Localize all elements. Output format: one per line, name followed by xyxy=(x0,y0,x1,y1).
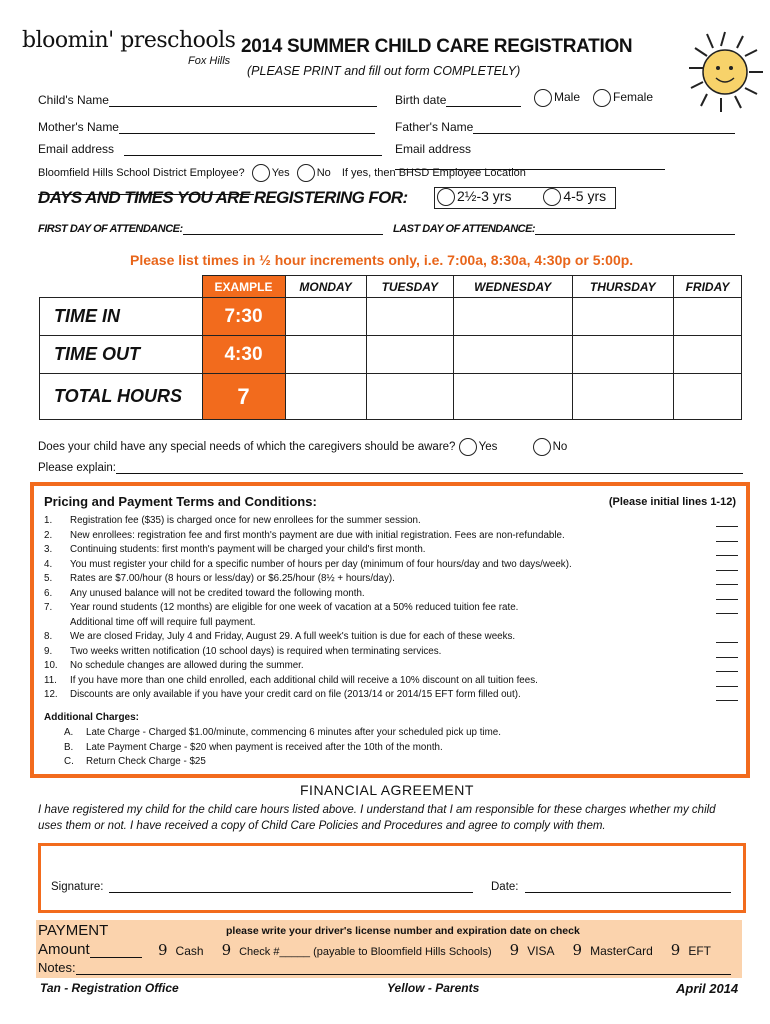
bhsd-location-label: If yes, then BHSD Employee Location xyxy=(341,166,526,179)
payment-option[interactable] xyxy=(158,941,204,959)
payment-option-mark: 9 xyxy=(158,941,168,959)
pricing-item-text: New enrollees: registration fee and first month's payment are due with initial registration. Fees are non-refundable. xyxy=(70,529,565,541)
amount-label: Amount xyxy=(38,941,90,958)
pricing-item-number: 12. xyxy=(44,689,58,700)
day-header-wednesday: WEDNESDAY xyxy=(453,276,572,298)
pricing-item-text: Two weeks written notification (10 school days) is required when terminating services. xyxy=(70,645,442,657)
additional-charge-text: Late Payment Charge - $20 when payment is received after the 10th of the month. xyxy=(86,741,443,753)
day-header-tuesday: TUESDAY xyxy=(366,276,453,298)
additional-charge-text: Late Charge - Charged $1.00/minute, commencing 6 minutes after your scheduled pick up time. xyxy=(86,727,501,738)
additional-charge-letter: C. xyxy=(64,756,74,767)
initial-line[interactable] xyxy=(716,630,738,643)
additional-charge-text: Return Check Charge - $25 xyxy=(86,756,206,767)
age-2-3-radio[interactable] xyxy=(437,188,455,206)
payment-instructions: please write your driver's license number and expiration date on check xyxy=(226,925,580,937)
pricing-heading: Pricing and Payment Terms and Conditions: xyxy=(44,494,317,509)
friday-total-cell[interactable] xyxy=(673,374,741,420)
pricing-item-text: Registration fee ($35) is charged once for new enrollees for the summer session. xyxy=(70,515,421,526)
monday-time-in-cell[interactable] xyxy=(285,298,366,336)
pricing-item-number: 2. xyxy=(44,529,53,541)
payment-option-label: Cash xyxy=(175,944,204,958)
pricing-item-number: 1. xyxy=(44,515,53,526)
payment-options xyxy=(158,941,711,959)
explain-label: Please explain: xyxy=(38,462,116,474)
row-label-time-out: TIME OUT xyxy=(40,336,203,374)
payment-option-label: EFT xyxy=(688,944,711,958)
page-title: 2014 SUMMER CHILD CARE REGISTRATION xyxy=(241,36,633,57)
payment-option[interactable] xyxy=(670,941,711,959)
signature-field[interactable] xyxy=(109,880,473,893)
payment-option-mark: 9 xyxy=(509,941,520,959)
wednesday-time-in-cell[interactable] xyxy=(453,298,572,336)
father-name-label: Father's Name xyxy=(395,120,474,134)
last-day-field[interactable] xyxy=(535,222,735,235)
example-total-hours: 7 xyxy=(202,374,285,420)
pricing-item xyxy=(40,572,740,587)
payment-option-mark: 9 xyxy=(221,941,232,959)
tuesday-time-in-cell[interactable] xyxy=(366,298,453,336)
age-4-5-radio[interactable] xyxy=(543,188,561,206)
employee-yes-label: Yes xyxy=(271,166,290,179)
male-radio[interactable] xyxy=(534,89,552,107)
pricing-item-text: You must register your child for a specific number of hours per day (minimum of four hours/day and two days/week). xyxy=(70,558,572,570)
payment-option-mark: 9 xyxy=(572,941,583,959)
pricing-item-number: 11. xyxy=(44,674,57,686)
financial-text: I have registered my child for the child care hours listed above. I understand that I am responsible for these charges whether my child uses them or not. I have received a copy of Child Care Policies and Procedures and agree to comply with them. xyxy=(38,804,716,832)
pricing-item xyxy=(40,688,740,703)
example-header: EXAMPLE xyxy=(202,276,285,298)
child-name-label: Child's Name xyxy=(38,93,109,107)
pricing-item-text: Additional time off will require full payment. xyxy=(70,616,256,628)
first-day-label: FIRST DAY OF ATTENDANCE: xyxy=(38,223,183,235)
example-time-out: 4:30 xyxy=(202,336,285,374)
row-label-total-hours: TOTAL HOURS xyxy=(40,374,203,420)
pricing-item xyxy=(40,601,740,616)
pricing-item-text: Discounts are only available if you have your credit card on file (2013/14 or 2014/15 EFT form filled out). xyxy=(70,689,521,700)
email-label-2: Email address xyxy=(395,142,472,156)
birth-date-field[interactable] xyxy=(446,94,521,107)
footer-center: Yellow - Parents xyxy=(387,981,480,995)
birth-date-label: Birth date xyxy=(395,93,447,107)
male-label: Male xyxy=(554,90,581,105)
payment-option[interactable] xyxy=(572,941,653,959)
additional-charge-letter: A. xyxy=(64,727,74,738)
friday-time-in-cell[interactable] xyxy=(673,298,741,336)
additional-charges-heading: Additional Charges: xyxy=(44,712,140,723)
day-header-monday: MONDAY xyxy=(285,276,366,298)
notes-field[interactable] xyxy=(76,962,731,975)
special-needs-no-label: No xyxy=(552,441,568,454)
initial-line[interactable] xyxy=(716,674,738,687)
payment-option-mark: 9 xyxy=(670,941,681,959)
special-needs-no-radio[interactable] xyxy=(533,438,551,456)
initial-line[interactable] xyxy=(716,572,738,585)
pricing-item xyxy=(40,587,740,602)
payment-option[interactable] xyxy=(221,941,492,959)
payment-heading: PAYMENT xyxy=(38,922,109,939)
thursday-time-out-cell[interactable] xyxy=(572,336,673,374)
payment-option-label: VISA xyxy=(527,944,555,958)
female-label: Female xyxy=(613,90,654,105)
logo-text: bloomin' preschools xyxy=(22,28,236,53)
wednesday-total-cell[interactable] xyxy=(453,374,572,420)
notes-label: Notes: xyxy=(38,960,76,975)
payment-box xyxy=(36,920,742,978)
wednesday-time-out-cell[interactable] xyxy=(453,336,572,374)
pricing-item-text: If you have more than one child enrolled, each additional child will receive a 10% discount on all tuition fees. xyxy=(70,674,538,686)
initial-line[interactable] xyxy=(716,659,738,672)
mother-name-label: Mother's Name xyxy=(38,120,119,134)
pricing-item-number: 10. xyxy=(44,660,58,671)
logo xyxy=(22,28,235,53)
date-label: Date: xyxy=(491,881,519,893)
first-day-field[interactable] xyxy=(183,222,383,235)
monday-total-cell[interactable] xyxy=(285,374,366,420)
pricing-item xyxy=(40,616,740,631)
father-name-field[interactable] xyxy=(473,121,735,134)
pricing-item-text: Rates are $7.00/hour (8 hours or less/day) or $6.25/hour (8½ + hours/day). xyxy=(70,573,395,584)
additional-charge-item xyxy=(60,726,740,741)
pricing-item-number: 3. xyxy=(44,544,53,555)
pricing-item-number: 5. xyxy=(44,573,53,584)
pricing-item xyxy=(40,543,740,558)
age-4-5-label: 4-5 yrs xyxy=(563,188,607,204)
logo-sub: Fox Hills xyxy=(188,55,231,67)
pricing-item-text: No schedule changes are allowed during the summer. xyxy=(70,660,304,671)
initial-line[interactable] xyxy=(716,601,738,614)
pricing-item xyxy=(40,659,740,674)
pricing-item xyxy=(40,645,740,660)
employee-no-radio[interactable] xyxy=(297,164,315,182)
footer-right: April 2014 xyxy=(676,981,739,996)
initial-line[interactable] xyxy=(716,558,738,571)
pricing-item-number: 6. xyxy=(44,587,53,599)
day-header-friday: FRIDAY xyxy=(673,276,741,298)
initial-line[interactable] xyxy=(716,688,738,701)
monday-time-out-cell[interactable] xyxy=(285,336,366,374)
female-radio[interactable] xyxy=(593,89,611,107)
payment-option[interactable] xyxy=(509,941,555,959)
additional-charge-item xyxy=(60,741,740,756)
schedule-table xyxy=(39,275,742,420)
district-employee-label: Bloomfield Hills School District Employee? xyxy=(38,166,245,179)
amount-field[interactable] xyxy=(90,943,142,958)
thursday-total-cell[interactable] xyxy=(572,374,673,420)
additional-list xyxy=(60,726,740,770)
pricing-item-number: 7. xyxy=(44,602,53,613)
special-needs-yes-radio[interactable] xyxy=(459,438,477,456)
pricing-item-text: Continuing students: first month's payment will be charged your child's first month. xyxy=(70,544,426,555)
age-2-3-label: 2½-3 yrs xyxy=(457,188,512,204)
pricing-item xyxy=(40,674,740,689)
friday-time-out-cell[interactable] xyxy=(673,336,741,374)
pricing-item-text: Year round students (12 months) are eligible for one week of vacation at a 50% reduced tuition fee rate. xyxy=(70,602,519,613)
special-needs-question: Does your child have any special needs of which the caregivers should be aware? xyxy=(38,441,456,454)
pricing-item-text: We are closed Friday, July 4 and Friday, August 29. A full week's tuition is due for each of these weeks. xyxy=(70,631,516,642)
special-needs-yes-label: Yes xyxy=(478,441,498,454)
initial-line[interactable] xyxy=(716,645,738,658)
age-group-box xyxy=(434,187,616,209)
pricing-item xyxy=(40,558,740,573)
tuesday-total-cell[interactable] xyxy=(366,374,453,420)
day-header-thursday: THURSDAY xyxy=(572,276,673,298)
page-subtitle: (PLEASE PRINT and fill out form COMPLETELY) xyxy=(247,64,521,78)
pricing-list xyxy=(40,514,740,703)
additional-charge-item xyxy=(60,755,740,770)
initial-line[interactable] xyxy=(716,587,738,600)
example-time-in: 7:30 xyxy=(202,298,285,336)
initial-line[interactable] xyxy=(716,543,738,556)
pricing-item-number: 4. xyxy=(44,558,53,570)
tuesday-time-out-cell[interactable] xyxy=(366,336,453,374)
pricing-item xyxy=(40,529,740,544)
sun-icon xyxy=(685,28,765,118)
financial-heading: FINANCIAL AGREEMENT xyxy=(300,782,474,798)
pricing-item xyxy=(40,630,740,645)
thursday-time-in-cell[interactable] xyxy=(572,298,673,336)
additional-charge-letter: B. xyxy=(64,741,74,753)
pricing-item-number: 8. xyxy=(44,631,53,642)
initial-line[interactable] xyxy=(716,514,738,527)
email-field-1[interactable] xyxy=(124,143,382,156)
pricing-item-number: 9. xyxy=(44,645,53,657)
signature-box xyxy=(38,843,746,913)
date-field[interactable] xyxy=(525,880,731,893)
row-label-time-in: TIME IN xyxy=(40,298,203,336)
initial-line[interactable] xyxy=(716,529,738,542)
pricing-box xyxy=(30,482,750,778)
signature-label: Signature: xyxy=(51,881,104,893)
mother-name-field[interactable] xyxy=(119,121,375,134)
payment-option-label: MasterCard xyxy=(590,944,653,958)
child-name-field[interactable] xyxy=(109,94,377,107)
explain-field[interactable] xyxy=(116,461,743,474)
email-label-1: Email address xyxy=(38,142,115,156)
time-increment-note: Please list times in ½ hour increments only, i.e. 7:00a, 8:30a, 4:30p or 5:00p. xyxy=(130,252,634,268)
days-heading: DAYS AND TIMES YOU ARE REGISTERING FOR: xyxy=(38,188,408,207)
last-day-label: LAST DAY OF ATTENDANCE: xyxy=(393,223,536,235)
footer-left: Tan - Registration Office xyxy=(40,981,179,995)
payment-option-label: Check #_____ (payable to Bloomfield Hills Schools) xyxy=(239,946,492,958)
initial-note: (Please initial lines 1-12) xyxy=(608,496,736,508)
employee-yes-radio[interactable] xyxy=(252,164,270,182)
pricing-item xyxy=(40,514,740,529)
employee-no-label: No xyxy=(316,166,331,179)
pricing-item-text: Any unused balance will not be credited toward the following month. xyxy=(70,587,365,599)
